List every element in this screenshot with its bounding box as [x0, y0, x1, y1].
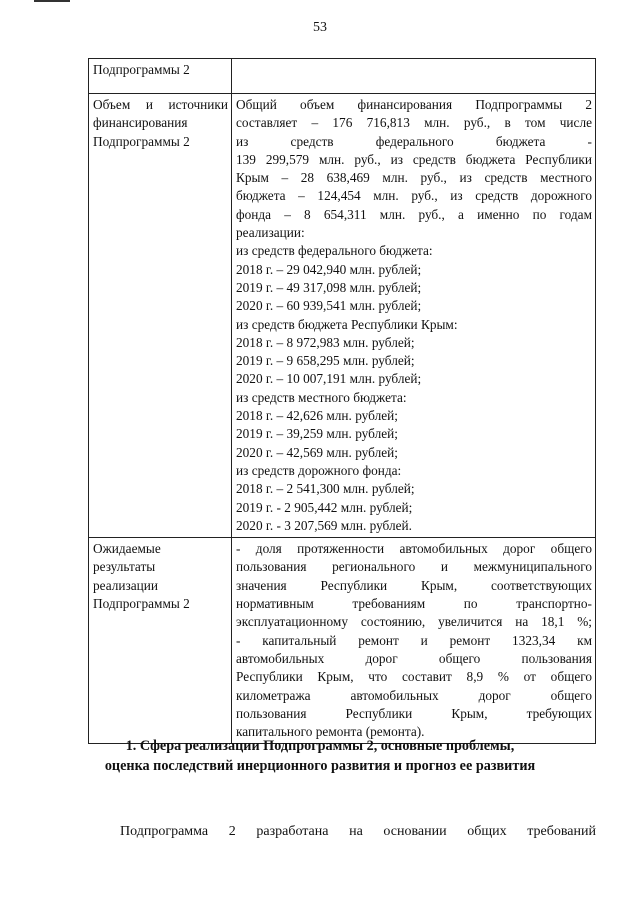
results-label — [89, 538, 232, 744]
road-2018: 2018 г. – 2 541,300 млн. рублей; — [236, 481, 415, 497]
funding-summary-line: Общий объем финансирования Подпрограммы 2 — [236, 97, 592, 112]
results-line: - капитальный ремонт и ремонт 1323,34 км — [236, 632, 592, 648]
results-line: - доля протяженности автомобильных дорог общего — [236, 541, 592, 557]
section-heading-line: 1. Сфера реализации Подпрограммы 2, основные проблемы, — [125, 738, 515, 754]
funding-summary-last: реализации: — [236, 225, 305, 241]
local-2020: 2020 г. – 42,569 млн. рублей; — [236, 444, 398, 460]
local-budget-heading: из средств местного бюджета: — [236, 389, 407, 405]
results-line: километража автомобильных дорог общего — [236, 687, 592, 703]
section-heading-line: оценка последствий инерционного развития и прогноз ее развития — [104, 758, 536, 774]
results-line: автомобильных дорог общего пользования — [236, 650, 592, 666]
results-line: эксплуатационному состоянию, увеличится на 18,1 %; — [236, 614, 592, 630]
republic-budget-heading: из средств бюджета Республики Крым: — [236, 316, 458, 332]
results-last-line: капитального ремонта (ремонта). — [236, 724, 425, 740]
funding-summary-line: 139 299,579 млн. руб., из средств бюджета Республики — [236, 151, 592, 167]
results-label-text: Ожидаемые результаты реализации Подпрограммы 2 — [93, 541, 190, 612]
funding-summary-line: из средств федерального бюджета - — [236, 133, 592, 149]
page-number: 53 — [313, 20, 327, 35]
road-fund-heading: из средств дорожного фонда: — [236, 462, 402, 478]
federal-budget-heading: из средств федерального бюджета: — [236, 243, 433, 259]
federal-2018: 2018 г. – 29 042,940 млн. рублей; — [236, 261, 422, 277]
funding-label — [89, 94, 232, 538]
section-heading — [0, 736, 640, 776]
funding-summary-line: Крым – 28 638,469 млн. руб., из средств местного — [236, 170, 592, 186]
corner-mark — [34, 0, 70, 2]
road-2020: 2020 г. - 3 207,569 млн. рублей. — [236, 517, 412, 533]
results-line: нормативным требованиям по транспортно- — [236, 596, 592, 612]
federal-2019: 2019 г. – 49 317,098 млн. рублей; — [236, 279, 422, 295]
table-row-results — [89, 538, 596, 744]
results-value — [232, 538, 596, 744]
results-line: пользования Республики Крым, требующих — [236, 705, 592, 721]
local-2018: 2018 г. – 42,626 млн. рублей; — [236, 408, 398, 424]
funding-label-text: Объем и источники финансирования Подпрограммы 2 — [93, 97, 228, 149]
road-2019: 2019 г. - 2 905,442 млн. рублей; — [236, 499, 413, 515]
title-row-value — [232, 59, 596, 94]
body-paragraph: Подпрограмма 2 разработана на основании общих требований — [120, 824, 596, 839]
republic-2019: 2019 г. – 9 658,295 млн. рублей; — [236, 353, 415, 369]
funding-value — [232, 94, 596, 538]
funding-summary-line: бюджета – 124,454 млн. руб., из средств дорожного — [236, 188, 592, 204]
table-row-funding — [89, 94, 596, 538]
funding-summary-line: фонда – 8 654,311 млн. руб., а именно по годам — [236, 206, 592, 222]
results-line: Республики Крым, что составит 8,9 % от общего — [236, 669, 592, 685]
local-2019: 2019 г. – 39,259 млн. рублей; — [236, 426, 398, 442]
results-line: пользования регионального и межмуниципального — [236, 559, 592, 575]
title-row-label: Подпрограммы 2 — [89, 59, 232, 94]
results-line: значения Республики Крым, соответствующих — [236, 577, 592, 593]
republic-2018: 2018 г. – 8 972,983 млн. рублей; — [236, 334, 415, 350]
republic-2020: 2020 г. – 10 007,191 млн. рублей; — [236, 371, 422, 387]
federal-2020: 2020 г. – 60 939,541 млн. рублей; — [236, 298, 422, 314]
table-row-title — [89, 59, 596, 94]
funding-summary-line: составляет – 176 716,813 млн. руб., в том числе — [236, 115, 592, 131]
subprogram-passport-table — [88, 58, 596, 744]
